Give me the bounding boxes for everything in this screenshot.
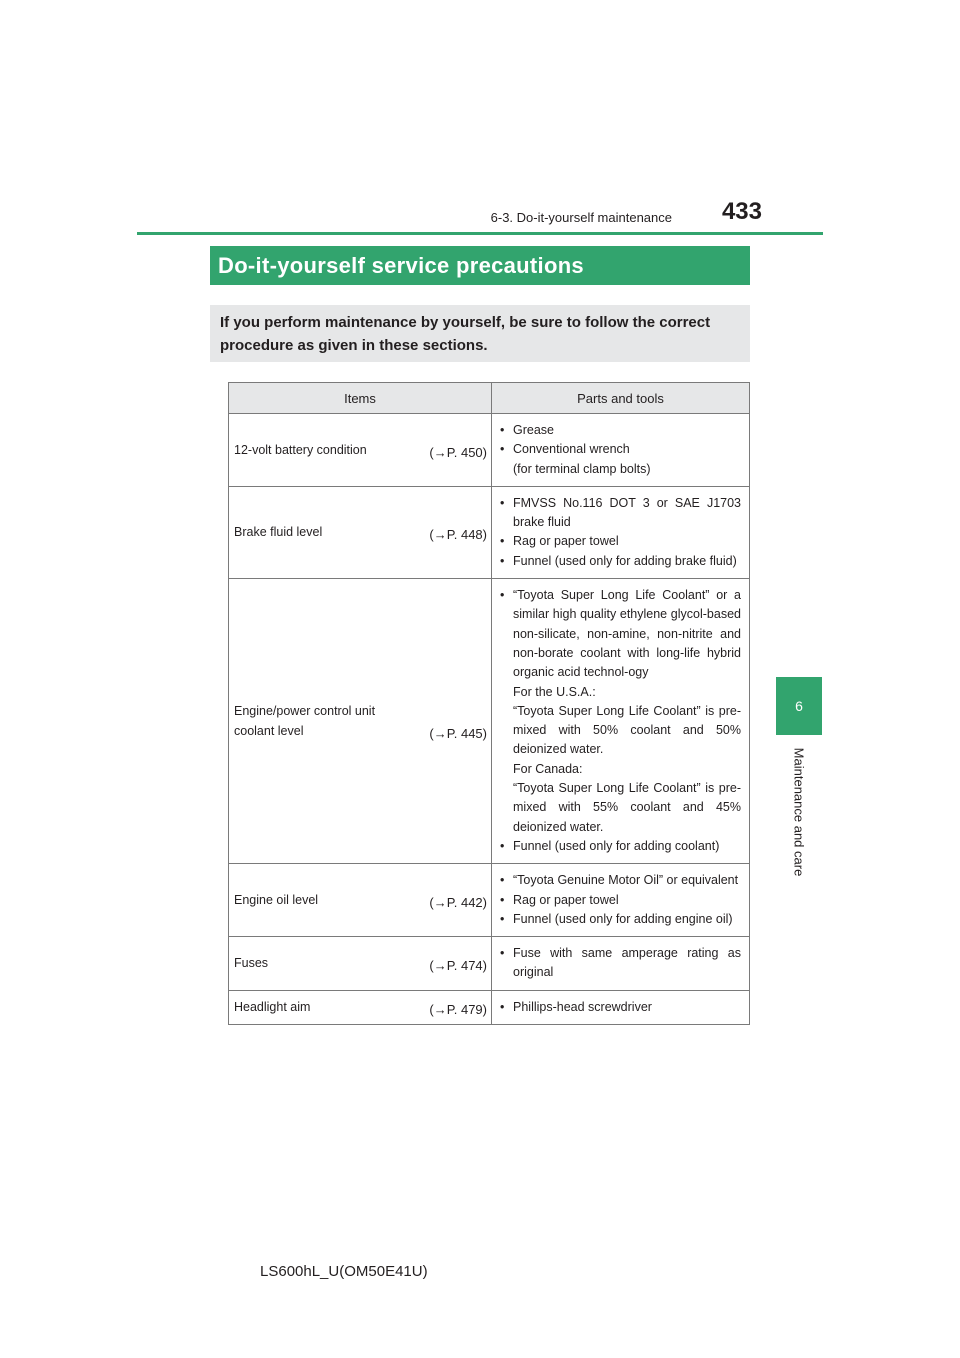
page-reference: (→P. 479): [429, 1002, 487, 1018]
parts-cell: [492, 937, 750, 991]
list-item: • Grease: [500, 421, 741, 440]
chapter-side-label: Maintenance and care: [791, 747, 807, 877]
item-name: Engine oil level: [234, 893, 319, 908]
table-row: [229, 486, 750, 578]
table-row: [229, 414, 750, 487]
item-name: 12-volt battery condition: [234, 442, 367, 457]
item-cell: [229, 937, 492, 991]
list-item: • Funnel (used only for adding brake fluid): [500, 552, 741, 571]
list-item: • “Toyota Genuine Motor Oil” or equivalent: [500, 871, 741, 890]
column-header-parts: Parts and tools: [492, 383, 750, 414]
item-cell: [229, 414, 492, 487]
parts-cell: [492, 414, 750, 487]
intro-text: If you perform maintenance by yourself, be sure to follow the correct procedure as given in these sections.: [220, 314, 711, 354]
list-item: • Phillips-head screwdriver: [500, 998, 741, 1017]
page-reference: (→P. 448): [429, 527, 487, 543]
running-header-section: 6-3. Do-it-yourself maintenance: [490, 210, 672, 225]
list-item: • Funnel (used only for adding engine oil): [500, 910, 741, 929]
chapter-tab: [776, 677, 822, 735]
page-reference: (→P. 445): [429, 726, 487, 742]
item-name: Fuses: [234, 956, 269, 971]
item-cell: [229, 990, 492, 1024]
header-rule: [137, 232, 823, 235]
page-reference: (→P. 442): [429, 895, 487, 911]
table-row: [229, 937, 750, 991]
parts-cell: [492, 579, 750, 864]
table-row: [229, 579, 750, 864]
section-title-banner: [210, 246, 750, 285]
item-cell: [229, 579, 492, 864]
section-title: Do-it-yourself service precautions: [218, 252, 584, 278]
page-reference: (→P. 450): [429, 444, 487, 460]
footer-model-code: LS600hL_U(OM50E41U): [260, 1263, 428, 1280]
page-number: 433: [721, 198, 762, 225]
parts-and-tools-table: [228, 382, 750, 1025]
page-reference: (→P. 474): [429, 958, 487, 974]
parts-cell: [492, 990, 750, 1024]
column-header-items: Items: [229, 383, 492, 414]
list-item: • Conventional wrench (for terminal clamp bolts): [500, 440, 741, 479]
item-name: Headlight aim: [234, 1000, 311, 1015]
table-header-row: [229, 383, 750, 414]
list-item: • FMVSS No.116 DOT 3 or SAE J1703 brake fluid: [500, 494, 741, 533]
item-name: Engine/power control unit coolant level: [234, 704, 376, 739]
parts-cell: [492, 864, 750, 937]
item-cell: [229, 864, 492, 937]
table-row: [229, 990, 750, 1024]
list-item: • Rag or paper towel: [500, 532, 741, 551]
item-cell: [229, 486, 492, 578]
list-item: • Funnel (used only for adding coolant): [500, 837, 741, 856]
intro-box: [210, 305, 750, 362]
list-item: • “Toyota Super Long Life Coolant” or a similar high quality ethylene glycol-based non-silicate, non-amine, non-nitrite and non-borate coolant with long-life hybrid organic acid technol-ogy For the U.S.A.: “Toyota Super Long Life Coolant” is pre-mixed with 50% coolant and 50% deionized water. For Canada: “Toyota Super Long Life Coolant” is pre-mixed with 55% coolant and 45% deionized water.: [500, 586, 741, 837]
list-item: • Fuse with same amperage rating as original: [500, 944, 741, 983]
chapter-number: 6: [795, 698, 803, 714]
item-name: Brake fluid level: [234, 525, 323, 540]
parts-cell: [492, 486, 750, 578]
list-item: • Rag or paper towel: [500, 891, 741, 910]
table-row: [229, 864, 750, 937]
